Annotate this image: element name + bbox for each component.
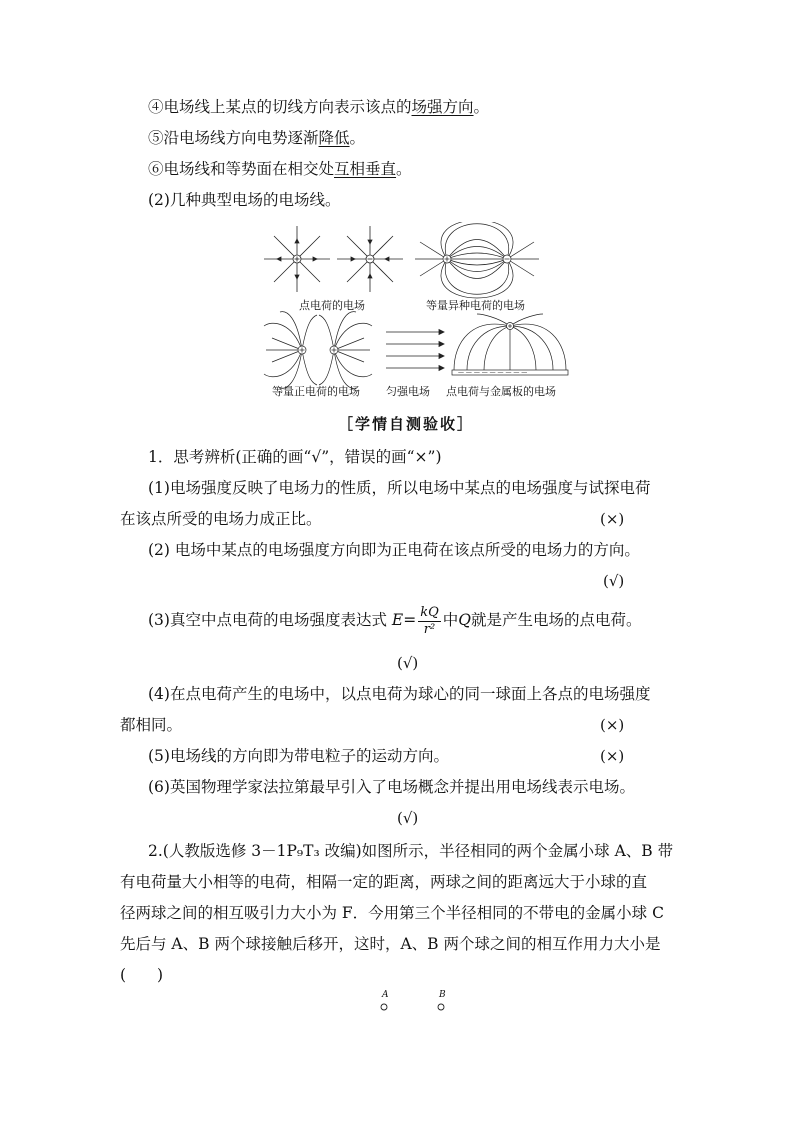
q1-item-6-mark: (√) — [397, 809, 419, 827]
caption-plate: 点电荷与金属板的电场 — [446, 385, 556, 398]
caption-like-charges: 等量正电荷的电场 — [272, 385, 360, 398]
q1-item-1-line-2: 在该点所受的电场力成正比。 — [120, 510, 322, 528]
q1-item-3-text: (3)真空中点电荷的电场强度表达式 — [148, 611, 392, 629]
q1-stem: 1．思考辨析(正确的画“√”，错误的画“×”) — [148, 448, 442, 466]
q1-item-5: (5)电场线的方向即为带电粒子的运动方向。 — [148, 747, 449, 765]
property-5 — [148, 128, 365, 148]
property-4-text: ④电场线上某点的切线方向表示该点的 — [148, 98, 412, 116]
property-4-end: 。 — [473, 98, 490, 116]
metal-balls — [370, 990, 460, 1018]
q1-item-6: (6)英国物理学家法拉第最早引入了电场概念并提出用电场线表示电场。 — [148, 778, 635, 796]
ball-b — [438, 1004, 444, 1010]
caption-unlike-charges: 等量异种电荷的电场 — [426, 299, 525, 312]
answer-perpendicular: 互相垂直 — [334, 160, 397, 178]
property-4 — [148, 97, 489, 117]
q1-item-1-line-1: (1)电场强度反映了电场力的性质，所以电场中某点的电场强度与试探电荷 — [148, 479, 651, 497]
uniform-field — [386, 330, 444, 371]
fraction-kq-r2 — [418, 605, 441, 638]
property-6-text: ⑥电场线和等势面在相交处 — [148, 160, 335, 178]
q1-item-4-line-1: (4)在点电荷产生的电场中，以点电荷为球心的同一球面上各点的电场强度 — [148, 685, 651, 703]
q2-figure — [370, 990, 460, 1018]
symbol-e: E — [391, 611, 404, 629]
q2-line-1: 2.(人教版选修 3－1P₉T₃ 改编)如图所示，半径相同的两个金属小球 A、B 带 — [148, 842, 674, 860]
ball-b-label: B — [439, 990, 446, 1000]
symbol-q: Q — [458, 611, 471, 629]
q2-line-4: 先后与 A、B 两个球接触后移开，这时，A、B 两个球之间的相互作用力大小是 — [120, 935, 661, 953]
typical-fields-heading: (2)几种典型电场的电场线。 — [148, 191, 341, 209]
q1-item-4-mark: (×) — [600, 716, 625, 734]
q1-item-3 — [148, 602, 642, 638]
fraction-numerator: kQ — [420, 604, 439, 620]
ball-a-label: A — [382, 990, 389, 1000]
q1-item-1-mark: (×) — [600, 510, 625, 528]
q1-item-3-mid: 中 — [442, 611, 459, 629]
q2-line-3: 径两球之间的相互吸引力大小为 F．今用第三个半径相同的不带电的金属小球 C — [120, 904, 664, 922]
svg-text:— — — — — — — — —: — — — — — — — — — — [458, 369, 528, 377]
q2-answer-blank: ( ) — [120, 966, 164, 984]
q1-item-5-mark: (×) — [600, 747, 625, 765]
answer-field-direction: 场强方向 — [411, 98, 474, 116]
q1-item-3-mark: (√) — [397, 654, 419, 672]
q2-line-2: 有电荷量大小相等的电荷，相隔一定的距离，两球之间的距离远大于小球的直 — [120, 873, 648, 891]
property-6 — [148, 159, 412, 179]
q1-item-4-line-2: 都相同。 — [120, 716, 183, 734]
point-charge-plate-field — [452, 314, 568, 377]
fraction-denominator: r² — [423, 621, 436, 637]
property-5-text: ⑤沿电场线方向电势逐渐 — [148, 129, 319, 147]
q1-item-2: (2) 电场中某点的电场强度方向即为正电荷在该点所受的电场力的方向。 — [148, 541, 640, 559]
caption-point-charge: 点电荷的电场 — [299, 299, 365, 312]
equals-sign: = — [403, 611, 417, 629]
property-5-end: 。 — [349, 129, 366, 147]
negative-point-charge-field — [337, 226, 403, 292]
positive-point-charge-field — [264, 226, 330, 292]
like-charges-field — [264, 312, 372, 389]
section-title: ［学情自测验收］ — [338, 415, 475, 433]
q1-item-3-end: 就是产生电场的点电荷。 — [471, 611, 642, 629]
unlike-charges-field — [415, 222, 539, 298]
ball-a — [381, 1004, 387, 1010]
q1-item-2-mark: (√) — [603, 572, 625, 590]
answer-decrease: 降低 — [318, 129, 350, 147]
property-6-end: 。 — [396, 160, 412, 178]
caption-uniform: 匀强电场 — [386, 385, 430, 398]
